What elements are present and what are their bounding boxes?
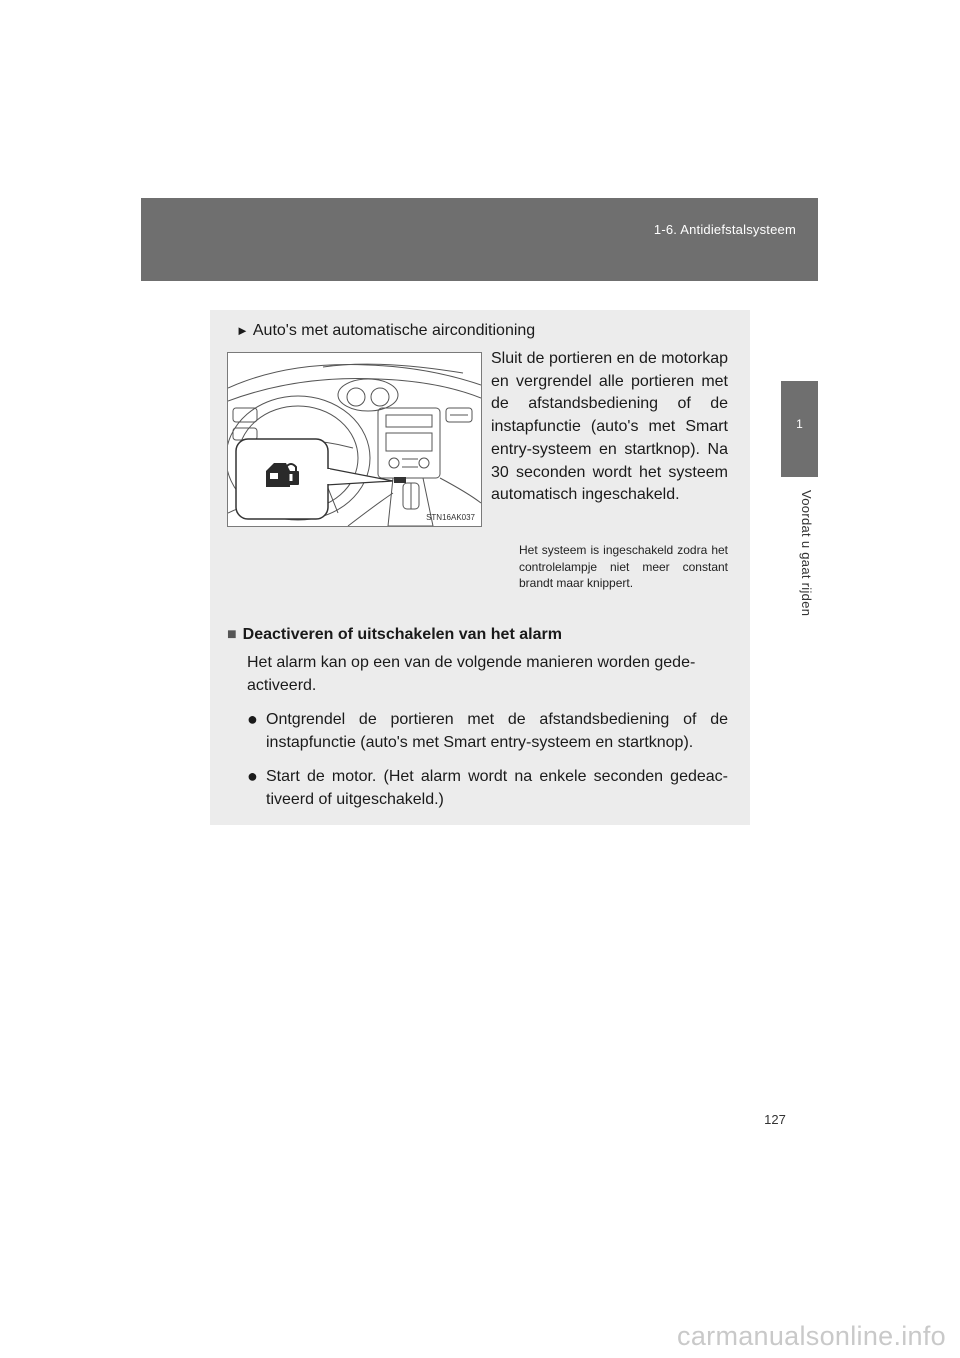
- content-box: [210, 310, 750, 825]
- watermark: carmanualsonline.info: [677, 1321, 946, 1351]
- list-item: [247, 765, 728, 811]
- note-text: Het systeem is ingeschakeld zodra het controlelampje niet meer constant brandt maar knippert.: [519, 543, 728, 590]
- bullet-dot-icon: ●: [247, 766, 258, 786]
- list-item-text: Ontgrendel de portieren met de afstandsbediening of de instapfunctie (auto's met Smart entry-systeem en startknop).: [266, 711, 728, 751]
- dashboard-illustration: [227, 352, 482, 527]
- square-bullet-icon: ■: [227, 626, 237, 643]
- section-title: 1-6. Antidiefstalsysteem: [653, 222, 796, 237]
- chapter-number: 1: [796, 417, 803, 431]
- header-bar: [141, 198, 818, 281]
- dashboard-drawing: [228, 353, 481, 526]
- bullet-dot-icon: ●: [247, 709, 258, 729]
- page-number: 127: [764, 1112, 786, 1127]
- section-intro: Het alarm kan op een van de volgende manieren worden gedeactiveerd.: [247, 654, 696, 694]
- subheading-text: Auto's met automatische airconditioning: [252, 322, 536, 339]
- chapter-title: Voordat u gaat rijden: [799, 490, 814, 617]
- list-item-text: Start de motor. (Het alarm wordt na enkele seconden gedeactiveerd of uitgeschakeld.): [266, 768, 728, 808]
- list-item: [247, 708, 728, 754]
- instruction-text: Sluit de portieren en de motorkap en vergrendel alle portieren met de afstandsbediening of de instapfunctie (auto's met Smart entry-systeem en startknop). Na 30 seconden wordt het systeem automatisch ingeschakeld.: [491, 350, 728, 504]
- section-heading-text: Deactiveren of uitschakelen van het alarm: [242, 626, 562, 643]
- chapter-tab: [781, 381, 818, 477]
- figure-code: STN16AK037: [426, 513, 475, 522]
- section-heading: [227, 626, 562, 644]
- subheading: [236, 322, 535, 340]
- triangle-right-icon: ►: [236, 323, 249, 338]
